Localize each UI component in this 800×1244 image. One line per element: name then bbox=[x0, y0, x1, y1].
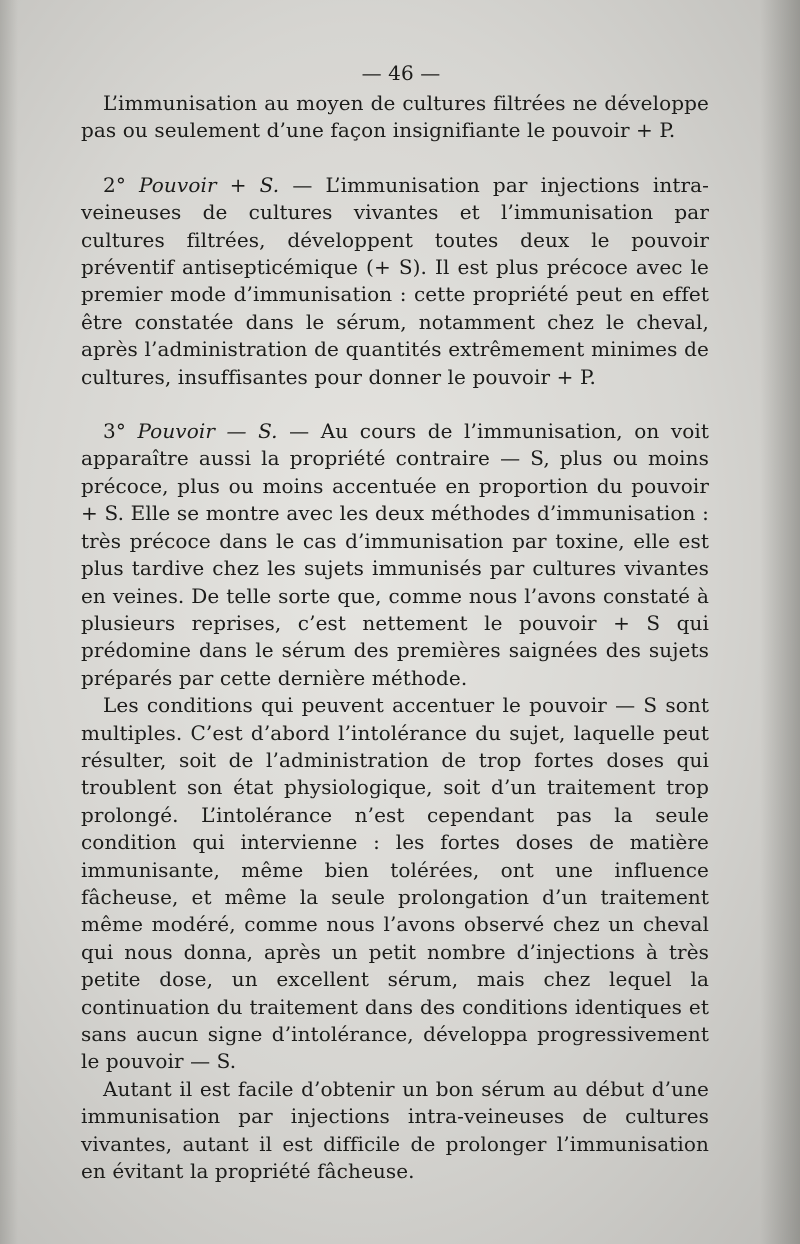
paragraph-conditions: Les conditions qui peuvent accentuer le pouvoir — S sont multiples. C’est d’abord l’intolérance du sujet, laquelle peut résulter, soit de l’administration de trop fortes doses qui troublent son état physiologique, soit d’un traitement trop prolongé. L’intolérance n’est cependant pas la seule condition qui intervienne : les fortes doses de matière immunisante, même bien tolérées, ont une influence fâcheuse, et même la seule prolongation d’un traitement même modéré, comme nous l’avons observé chez un cheval qui nous donna, après un petit nombre d’injections à très petite dose, un excellent sérum, mais chez lequel la continuation du traitement dans des conditions identiques et sans aucun signe d’intolérance, développa progressivement le pouvoir — S. bbox=[81, 693, 709, 1074]
section-heading: Pouvoir — S. bbox=[137, 419, 278, 444]
section-number: 3° bbox=[103, 419, 126, 444]
section-number: 2° bbox=[103, 172, 126, 197]
section-heading: Pouvoir + S. bbox=[139, 172, 280, 197]
paragraph-immunisation-filtrees: L’immunisation au moyen de cultures filtrées ne développe pas ou seulement d’une façon insignifiante le pouvoir + P. bbox=[81, 91, 709, 143]
page-number: — 46 — bbox=[361, 61, 441, 85]
section-body: — L’immunisation par injections intra-veineuses de cultures vivantes et l’immunisation par cultures filtrées, développent toutes deux le pouvoir préventif antisepticémique (+ S). Il est plus précoce avec le premier mode d’immunisation : cette propriété peut en effet être constatée dans le sérum, notamment chez le cheval, après l’administration de quantités extrêmement minimes de cultures, insuffisantes pour donner le pouvoir + P. bbox=[81, 172, 709, 389]
page-edge-shadow-right bbox=[760, 0, 800, 1244]
paragraph-pouvoir-plus-s bbox=[81, 172, 709, 391]
paragraph-conclusion: Autant il est facile d’obtenir un bon sérum au début d’une immunisation par injections intra-veineuses de cultures vivantes, autant il est difficile de prolonger l’immunisation en évitant la propriété fâcheuse. bbox=[81, 1076, 709, 1184]
paragraph-pouvoir-minus-s bbox=[81, 418, 709, 692]
section-body: — Au cours de l’immunisation, on voit apparaître aussi la propriété contraire — S, plus ou moins précoce, plus ou moins accentuée en proportion du pouvoir + S. Elle se montre avec les deux méthodes d’immunisation : très précoce dans le cas d’immunisation par toxine, elle est plus tardive chez les sujets immunisés par cultures vivantes en veines. De telle sorte que, comme nous l’avons constaté à plusieurs reprises, c’est nettement le pouvoir + S qui prédomine dans le sérum des premières saignées des sujets préparés par cette dernière méthode. bbox=[81, 419, 709, 690]
page-edge-shadow-left bbox=[0, 0, 18, 1244]
page-text bbox=[81, 56, 709, 1185]
